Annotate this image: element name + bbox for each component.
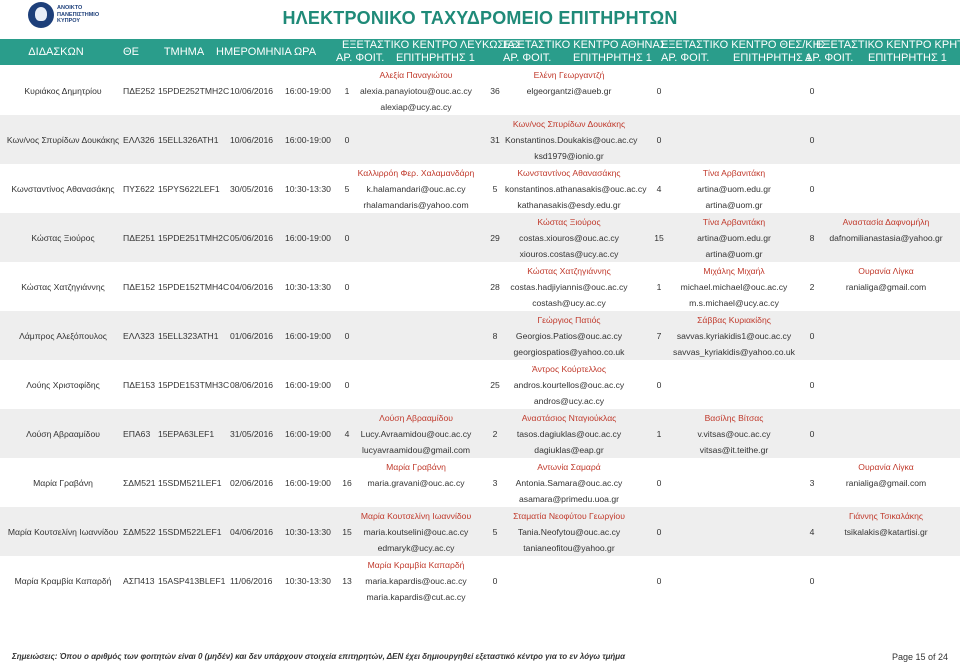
cell-time: 16:00-19:00 (285, 233, 331, 243)
cell-student-count: 5 (344, 184, 350, 194)
cell-student-count: 31 (490, 135, 500, 145)
cell-te: ΣΔΜ521 (123, 478, 156, 488)
cell-teacher: Μαρία Κραμβία Καπαρδή (14, 576, 112, 586)
invigilator-name: Λούση Αβρααμίδου (379, 413, 453, 423)
cell-te: ΠΔΕ153 (123, 380, 156, 390)
cell-student-count: 1 (656, 282, 662, 292)
cell-te: ΕΠΑ63 (123, 429, 151, 439)
table-row (0, 262, 960, 311)
cell-teacher: Μαρία Γραβάνη (33, 478, 93, 488)
cell-section: 15ASP413BLEF1 (158, 576, 226, 586)
invigilator-email-primary[interactable]: Georgios.Patios@ouc.ac.cy (515, 331, 623, 341)
cell-te: ΠΔΕ252 (123, 86, 156, 96)
cell-student-count: 7 (656, 331, 662, 341)
invigilator-email-secondary[interactable]: georgiospatios@yahoo.co.uk (513, 347, 625, 357)
invigilator-name: Μαρία Κραμβία Καπαρδή (367, 560, 465, 570)
header-center-crete: ΕΞΕΤΑΣΤΙΚΟ ΚΕΝΤΡΟ ΚΡΗΤΗΣ (816, 39, 979, 51)
cell-section: 15ELL326ATH1 (158, 135, 219, 145)
invigilator-name: Γιάννης Τσικαλάκης (848, 511, 924, 521)
invigilator-email-secondary[interactable]: xiouros.costas@ucy.ac.cy (519, 249, 619, 259)
cell-date: 01/06/2016 (230, 331, 274, 341)
invigilator-email-primary[interactable]: Antonia.Samara@ouc.ac.cy (515, 478, 623, 488)
cell-date: 02/06/2016 (230, 478, 274, 488)
invigilator-email-secondary[interactable]: dagiuklas@eap.gr (534, 445, 604, 455)
cell-teacher: Κων/νος Σπυρίδων Δουκάκης (6, 135, 120, 145)
cell-student-count: 15 (654, 233, 664, 243)
table-row (0, 213, 960, 262)
cell-date: 05/06/2016 (230, 233, 274, 243)
header-te: ΘΕ (123, 46, 139, 58)
invigilator-email-secondary[interactable]: tanianeofitou@yahoo.gr (523, 543, 615, 553)
cell-date: 11/06/2016 (230, 576, 273, 586)
header-center-crete-invig: ΕΠΙΤΗΡΗΤΗΣ 1 (868, 52, 947, 64)
cell-student-count: 1 (344, 86, 350, 96)
cell-teacher: Κώστας Ξιούρος (31, 233, 95, 243)
cell-te: ΠΔΕ251 (123, 233, 156, 243)
invigilator-email-secondary[interactable]: alexiap@ucy.ac.cy (380, 102, 452, 112)
header-center-nicosia: ΕΞΕΤΑΣΤΙΚΟ ΚΕΝΤΡΟ ΛΕΥΚΩΣΙΑΣ (342, 39, 522, 51)
invigilator-email-secondary[interactable]: andros@ucy.ac.cy (533, 396, 605, 406)
cell-date: 10/06/2016 (230, 135, 274, 145)
invigilator-email-primary[interactable]: maria.kapardis@ouc.ac.cy (365, 576, 467, 586)
cell-student-count: 5 (492, 184, 498, 194)
invigilator-email-primary[interactable]: andros.kourtellos@ouc.ac.cy (513, 380, 625, 390)
cell-date: 04/06/2016 (230, 282, 274, 292)
cell-date: 31/05/2016 (230, 429, 274, 439)
cell-student-count: 0 (344, 380, 350, 390)
page-number: Page 15 of 24 (891, 652, 948, 662)
invigilator-name: Τίνα Αρβανιτάκη (702, 168, 766, 178)
cell-teacher: Μαρία Κουτσελίνη Ιωαννίδου (7, 527, 119, 537)
header-center-athens: ΕΞΕΤΑΣΤΙΚΟ ΚΕΝΤΡΟ ΑΘΗΝΑΣ (503, 39, 667, 51)
cell-student-count: 0 (809, 135, 815, 145)
invigilator-name: Βασίλης Βίτσας (704, 413, 764, 423)
invigilator-email-primary[interactable]: ranialiga@gmail.com (845, 282, 927, 292)
header-section: ΤΜΗΜΑ (163, 46, 205, 58)
table-row (0, 458, 960, 507)
invigilator-email-primary[interactable]: v.vitsas@ouc.ac.cy (697, 429, 771, 439)
cell-teacher: Λάμπρος Αλεξόπουλος (19, 331, 107, 341)
table-row (0, 164, 960, 213)
invigilator-email-primary[interactable]: Tania.Neofytou@ouc.ac.cy (517, 527, 621, 537)
invigilator-email-secondary[interactable]: kathanasakis@esdy.edu.gr (517, 200, 621, 210)
cell-section: 15ELL323ATH1 (158, 331, 219, 341)
cell-student-count: 0 (809, 86, 815, 96)
cell-student-count: 13 (342, 576, 352, 586)
invigilator-name: Μιχάλης Μιχαήλ (703, 266, 765, 276)
cell-student-count: 0 (344, 282, 350, 292)
header-center-athens-invig: ΕΠΙΤΗΡΗΤΗΣ 1 (573, 52, 652, 64)
cell-student-count: 2 (492, 429, 498, 439)
header-time: ΩΡΑ (293, 46, 317, 58)
cell-student-count: 29 (490, 233, 500, 243)
invigilator-name: Κωνσταντίνος Αθανασάκης (517, 168, 621, 178)
cell-date: 04/06/2016 (230, 527, 274, 537)
cell-section: 15PDE252TMH2C (158, 86, 230, 96)
cell-student-count: 25 (490, 380, 500, 390)
invigilator-email-secondary[interactable]: edmaryk@ucy.ac.cy (377, 543, 455, 553)
invigilator-email-primary[interactable]: michael.michael@ouc.ac.cy (680, 282, 788, 292)
cell-date: 08/06/2016 (230, 380, 274, 390)
cell-student-count: 0 (344, 135, 350, 145)
cell-time: 16:00-19:00 (285, 331, 331, 341)
table-row (0, 66, 960, 115)
cell-section: 15PDE251TMH2C (158, 233, 230, 243)
invigilator-email-secondary[interactable]: costash@ucy.ac.cy (532, 298, 606, 308)
table-header (0, 39, 979, 65)
invigilator-email-primary[interactable]: elgeorgantzi@aueb.gr (526, 86, 612, 96)
cell-student-count: 8 (809, 233, 815, 243)
cell-section: 15PYS622LEF1 (158, 184, 220, 194)
header-center-crete-count: ΑΡ. ΦΟΙΤ. (805, 52, 854, 64)
cell-student-count: 0 (656, 478, 662, 488)
cell-student-count: 0 (492, 576, 498, 586)
cell-teacher: Κωνσταντίνος Αθανασάκης (11, 184, 115, 194)
table-row (0, 115, 960, 164)
cell-section: 15PDE153TMH3C (158, 380, 230, 390)
invigilator-email-primary[interactable]: artina@uom.edu.gr (697, 184, 771, 194)
cell-student-count: 0 (656, 576, 662, 586)
cell-student-count: 0 (344, 331, 350, 341)
cell-student-count: 0 (656, 135, 662, 145)
invigilator-email-secondary[interactable]: savvas_kyriakidis@yahoo.co.uk (673, 347, 795, 357)
cell-teacher: Λούση Αβρααμίδου (26, 429, 100, 439)
table-row (0, 507, 960, 556)
invigilator-name: Γεώργιος Πατιός (537, 315, 601, 325)
invigilator-email-primary[interactable]: konstantinos.athanasakis@ouc.ac.cy (505, 184, 647, 194)
cell-section: 15PDE152TMH4C (158, 282, 230, 292)
header-teacher: ΔΙΔΑΣΚΩΝ (28, 46, 84, 58)
invigilator-email-secondary[interactable]: asamara@primedu.uoa.gr (519, 494, 619, 504)
invigilator-email-primary[interactable]: maria.gravani@ouc.ac.cy (367, 478, 465, 488)
invigilator-name: Ουρανία Λίγκα (858, 266, 914, 276)
invigilator-email-primary[interactable]: dafnomilianastasia@yahoo.gr (829, 233, 943, 243)
cell-time: 16:00-19:00 (285, 135, 331, 145)
table-row (0, 311, 960, 360)
invigilator-name: Κων/νος Σπυρίδων Δουκάκης (512, 119, 626, 129)
header-date: ΗΜΕΡΟΜΗΝΙΑ (216, 46, 292, 58)
page-title: ΗΛΕΚΤΡΟΝΙΚΟ ΤΑΧΥΔΡΟΜΕΙΟ ΕΠΙΤΗΡΗΤΩΝ (282, 8, 678, 28)
invigilator-name: Σταματία Νεοφύτου Γεωργίου (513, 511, 625, 521)
cell-student-count: 0 (656, 86, 662, 96)
cell-student-count: 3 (492, 478, 498, 488)
invigilator-email-secondary[interactable]: vitsas@it.teithe.gr (699, 445, 769, 455)
invigilator-email-primary[interactable]: tasos.dagiuklas@ouc.ac.cy (516, 429, 622, 439)
cell-student-count: 4 (344, 429, 350, 439)
table-row (0, 409, 960, 458)
cell-teacher: Λούης Χριστοφίδης (26, 380, 100, 390)
cell-student-count: 0 (809, 184, 815, 194)
cell-student-count: 0 (809, 429, 815, 439)
cell-te: ΕΛΛ326 (123, 135, 155, 145)
invigilator-email-secondary[interactable]: rhalamandaris@yahoo.com (363, 200, 469, 210)
invigilator-name: Σάββας Κυριακίδης (697, 315, 771, 325)
header-center-thessaloniki-count: ΑΡ. ΦΟΙΤ. (661, 52, 710, 64)
invigilator-name: Μαρία Γραβάνη (386, 462, 446, 472)
header-center-nicosia-invig: ΕΠΙΤΗΡΗΤΗΣ 1 (396, 52, 475, 64)
cell-student-count: 2 (809, 282, 815, 292)
cell-time: 10:30-13:30 (285, 184, 331, 194)
cell-date: 10/06/2016 (230, 86, 274, 96)
cell-student-count: 0 (809, 380, 815, 390)
invigilator-email-secondary[interactable]: ksd1979@ionio.gr (534, 151, 604, 161)
cell-section: 15SDM522LEF1 (158, 527, 222, 537)
table-row (0, 360, 960, 409)
invigilator-name: Αναστάσιος Νταγιούκλας (521, 413, 617, 423)
invigilator-name: Καλλιρρόη Φερ. Χαλαμανδάρη (357, 168, 475, 178)
invigilator-name: Κώστας Ξιούρος (537, 217, 601, 227)
cell-section: 15EPA63LEF1 (158, 429, 215, 439)
invigilator-email-primary[interactable]: maria.koutselini@ouc.ac.cy (363, 527, 469, 537)
cell-time: 16:00-19:00 (285, 86, 331, 96)
invigilator-email-primary[interactable]: Lucy.Avraamidou@ouc.ac.cy (360, 429, 472, 439)
cell-time: 16:00-19:00 (285, 429, 331, 439)
cell-student-count: 1 (656, 429, 662, 439)
cell-date: 30/05/2016 (230, 184, 274, 194)
invigilator-name: Τίνα Αρβανιτάκη (702, 217, 766, 227)
cell-te: ΠΥΣ622 (123, 184, 155, 194)
invigilator-name: Άντρος Κούρτελλος (532, 364, 606, 374)
cell-student-count: 5 (492, 527, 498, 537)
cell-student-count: 0 (656, 380, 662, 390)
invigilator-name: Αντωνία Σαμαρά (537, 462, 601, 472)
header-center-athens-count: ΑΡ. ΦΟΙΤ. (503, 52, 552, 64)
invigilator-email-primary[interactable]: k.halamandari@ouc.ac.cy (366, 184, 466, 194)
invigilator-email-primary[interactable]: savvas.kyriakidis1@ouc.ac.cy (676, 331, 792, 341)
cell-student-count: 4 (656, 184, 662, 194)
cell-te: ΕΛΛ323 (123, 331, 155, 341)
cell-student-count: 0 (344, 233, 350, 243)
footer-note: Σημειώσεις: Όπου ο αριθμός των φοιτητών είναι 0 (μηδέν) και δεν υπάρχουν στοιχεία επιτηρητών, ΔΕΝ έχει δημιουργηθεί εξεταστικό κέντρο για το εν λόγω τμήμα (12, 652, 626, 661)
invigilator-email-primary[interactable]: alexia.panayiotou@ouc.ac.cy (360, 86, 472, 96)
cell-student-count: 36 (490, 86, 500, 96)
invigilator-email-primary[interactable]: ranialiga@gmail.com (845, 478, 927, 488)
header-center-nicosia-count: ΑΡ. ΦΟΙΤ. (336, 52, 385, 64)
invigilator-email-primary[interactable]: Konstantinos.Doukakis@ouc.ac.cy (505, 135, 638, 145)
invigilator-email-secondary[interactable]: artina@uom.gr (705, 249, 763, 259)
cell-te: ΠΔΕ152 (123, 282, 156, 292)
cell-te: ΣΔΜ522 (123, 527, 156, 537)
cell-student-count: 8 (492, 331, 498, 341)
cell-section: 15SDM521LEF1 (158, 478, 222, 488)
table-row (0, 556, 960, 605)
cell-te: ΑΣΠ413 (123, 576, 155, 586)
invigilator-name: Ελένη Γεωργαντζή (533, 70, 605, 80)
cell-time: 10:30-13:30 (285, 576, 331, 586)
cell-teacher: Κώστας Χατζηγιάννης (21, 282, 105, 292)
cell-time: 16:00-19:00 (285, 478, 331, 488)
cell-student-count: 0 (656, 527, 662, 537)
cell-time: 10:30-13:30 (285, 527, 331, 537)
invigilator-name: Ουρανία Λίγκα (858, 462, 914, 472)
cell-student-count: 16 (342, 478, 352, 488)
invigilator-name: Αλεξία Παναγιώτου (379, 70, 453, 80)
invigilator-email-primary[interactable]: artina@uom.edu.gr (697, 233, 771, 243)
header-center-thessaloniki: ΕΞΕΤΑΣΤΙΚΟ ΚΕΝΤΡΟ ΘΕΣ/ΚΗΣ (661, 39, 828, 51)
cell-student-count: 0 (809, 576, 815, 586)
cell-student-count: 28 (490, 282, 500, 292)
cell-time: 10:30-13:30 (285, 282, 331, 292)
cell-student-count: 4 (809, 527, 815, 537)
invigilator-name: Αναστασία Δαφνομήλη (842, 217, 930, 227)
invigilator-name: Κώστας Χατζηγιάννης (527, 266, 611, 276)
header-center-thessaloniki-invig: ΕΠΙΤΗΡΗΤΗΣ 1 (733, 52, 812, 64)
logo-text: ΑΝΟΙΚΤΟ ΠΑΝΕΠΙΣΤΗΜΙΟ ΚΥΠΡΟΥ (57, 5, 100, 24)
invigilator-email-secondary[interactable]: artina@uom.gr (705, 200, 763, 210)
invigilator-email-secondary[interactable]: lucyavraamidou@gmail.com (361, 445, 471, 455)
invigilator-email-primary[interactable]: costas.hadjiyiannis@ouc.ac.cy (510, 282, 628, 292)
invigilator-email-secondary[interactable]: maria.kapardis@cut.ac.cy (366, 592, 466, 602)
invigilator-email-primary[interactable]: tsikalakis@katartisi.gr (844, 527, 928, 537)
invigilator-email-secondary[interactable]: m.s.michael@ucy.ac.cy (689, 298, 779, 308)
invigilator-name: Μαρία Κουτσελίνη Ιωαννίδου (360, 511, 472, 521)
cell-teacher: Κυριάκος Δημητρίου (24, 86, 102, 96)
cell-time: 16:00-19:00 (285, 380, 331, 390)
invigilator-email-primary[interactable]: costas.xiouros@ouc.ac.cy (519, 233, 619, 243)
cell-student-count: 15 (342, 527, 352, 537)
cell-student-count: 0 (809, 331, 815, 341)
cell-student-count: 3 (809, 478, 815, 488)
